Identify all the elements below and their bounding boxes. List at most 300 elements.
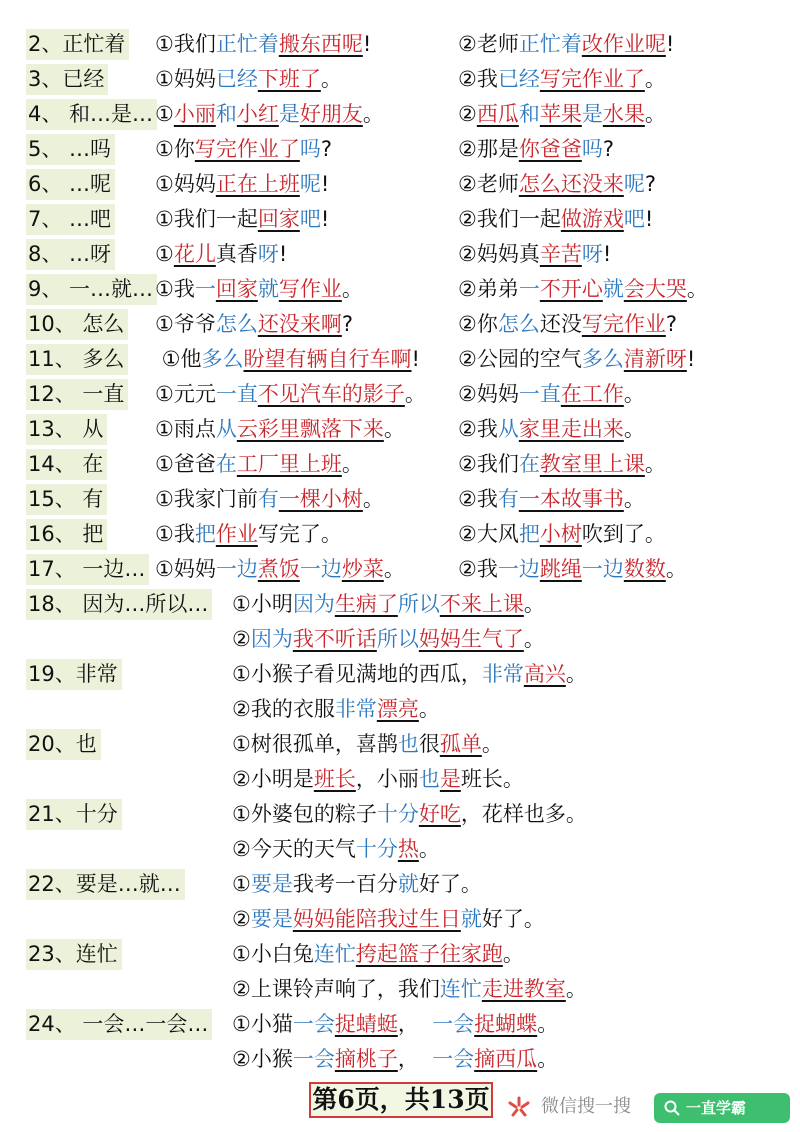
keyword: 也: [397, 732, 419, 756]
keyword: 和: [518, 102, 540, 126]
sentence-text: ②老师: [458, 32, 519, 56]
sentence-text: ②: [458, 102, 477, 126]
example-phrase: 炒菜: [341, 557, 384, 581]
sentence-text: !: [665, 32, 675, 56]
sentence-text: ①: [155, 242, 174, 266]
sentence-text: ，: [397, 1012, 433, 1036]
example-sentence-1: [232, 1009, 558, 1040]
keyword: 呢: [623, 172, 645, 196]
example-phrase: 家里走出来: [518, 417, 624, 441]
entry-row: [0, 307, 800, 342]
sentence-text: ②妈妈: [458, 382, 519, 406]
sentence-text: 。: [502, 942, 524, 966]
entry-row: [0, 272, 800, 307]
example-sentence-1: [155, 239, 287, 270]
example-sentence-2: [458, 134, 614, 165]
example-phrase: 小丽: [173, 102, 216, 126]
example-sentence-1: [155, 64, 342, 95]
example-phrase: 我不听话: [292, 627, 377, 651]
keyword: 一: [194, 277, 216, 301]
search-button-label: 一直学霸: [686, 1099, 747, 1117]
sentence-text: 。: [665, 557, 687, 581]
keyword: 就: [257, 277, 279, 301]
sentence-text: ①爷爷: [155, 312, 216, 336]
example-sentence-1: [155, 414, 405, 445]
keyword: 怎么: [497, 312, 540, 336]
sentence-text: 。: [341, 277, 363, 301]
keyword: 一边: [299, 557, 342, 581]
sentence-text: ①小猴子看见满地的西瓜，: [232, 662, 482, 686]
entry-row: [0, 377, 800, 412]
sentence-text: 。: [623, 487, 645, 511]
example-sentence-1: [232, 729, 503, 760]
example-phrase: 一棵小树: [278, 487, 363, 511]
entry-row: [0, 97, 800, 132]
keyword: 一直: [215, 382, 258, 406]
example-phrase: 班长: [313, 767, 356, 791]
example-sentence-1: [232, 799, 587, 830]
example-phrase: 清新呀: [623, 347, 687, 371]
keyword: 非常: [334, 697, 377, 721]
example-phrase: 摘西瓜: [474, 1047, 538, 1071]
sentence-text: !: [602, 242, 612, 266]
sentence-text: ?: [644, 172, 656, 196]
keyword: 因为: [292, 592, 335, 616]
sentence-text: ②公园的空气: [458, 347, 582, 371]
sentence-text: 。: [418, 837, 440, 861]
example-phrase: 摘桃子: [334, 1047, 398, 1071]
sentence-text: !: [411, 347, 420, 371]
sentence-text: ②那是: [458, 137, 519, 161]
keyword: 多么: [201, 347, 244, 371]
keyword: 吧: [299, 207, 321, 231]
example-sentence-2: [232, 624, 545, 655]
example-sentence-2: [232, 694, 440, 725]
entry-label: 8、 …呀: [26, 239, 115, 270]
entry-row: [0, 62, 800, 97]
sentence-text: ②上课铃声响了，我们: [232, 977, 440, 1001]
keyword: 因为: [250, 627, 293, 651]
keyword: 是: [581, 102, 603, 126]
sentence-text: ②: [232, 627, 251, 651]
keyword: 非常: [481, 662, 524, 686]
entry-row-continued: [0, 622, 800, 657]
sentence-text: ②我: [458, 487, 498, 511]
example-sentence-1: [155, 134, 332, 165]
entry-label: 18、 因为…所以…: [26, 589, 212, 620]
sentence-text: 。: [537, 1012, 559, 1036]
example-phrase: 做游戏: [560, 207, 624, 231]
sentence-text: 。: [320, 67, 342, 91]
keyword: 吗: [299, 137, 321, 161]
sentence-text: 。: [404, 382, 426, 406]
example-phrase: 写作业: [278, 277, 342, 301]
keyword: 在: [518, 452, 540, 476]
sentence-text: ②我: [458, 417, 498, 441]
example-phrase: 工厂里上班: [236, 452, 342, 476]
entry-row: [0, 867, 800, 902]
sentence-text: !: [320, 172, 330, 196]
sentence-text: ②: [232, 907, 251, 931]
sentence-text: ①小猫: [232, 1012, 293, 1036]
example-phrase: 教室里上课: [539, 452, 645, 476]
sentence-text: ①树很孤单，喜鹊: [232, 732, 398, 756]
sentence-text: ①雨点: [155, 417, 216, 441]
example-sentence-2: [458, 239, 611, 270]
keyword: 要是: [250, 872, 293, 896]
sentence-text: ①我: [155, 522, 195, 546]
keyword: 就: [460, 907, 482, 931]
keyword: 十分: [376, 802, 419, 826]
sentence-text: 。: [362, 102, 384, 126]
keyword: 在: [215, 452, 237, 476]
keyword: 一会: [292, 1012, 335, 1036]
sentence-text: 。: [537, 1047, 559, 1071]
keyword: 吧: [623, 207, 645, 231]
keyword: 连忙: [439, 977, 482, 1001]
example-phrase: 搬东西呢: [278, 32, 363, 56]
keyword: 一会: [432, 1047, 475, 1071]
entry-label: 16、 把: [26, 519, 107, 550]
keyword: 正忙着: [215, 32, 279, 56]
keyword: 所以: [376, 627, 419, 651]
example-phrase: 回家: [257, 207, 300, 231]
example-phrase: 数数: [623, 557, 666, 581]
keyword: 一边: [215, 557, 258, 581]
sentence-text: 。: [644, 67, 666, 91]
keyword: 呀: [257, 242, 279, 266]
sentence-text: ①外婆包的粽子: [232, 802, 377, 826]
sentence-text: !: [278, 242, 288, 266]
keyword: 一边: [497, 557, 540, 581]
example-phrase: 热: [397, 837, 419, 861]
sentence-text: 我考一百分: [292, 872, 398, 896]
sentence-text: 。: [523, 592, 545, 616]
entry-row: [0, 797, 800, 832]
sentence-text: !: [320, 207, 330, 231]
sentence-text: 。: [383, 417, 405, 441]
keyword: 从: [215, 417, 237, 441]
sentence-text: ②你: [458, 312, 498, 336]
example-phrase: 妈妈生气了: [418, 627, 524, 651]
keyword: 多么: [581, 347, 624, 371]
sentence-text: ①爸爸: [155, 452, 216, 476]
sentence-text: ②我: [458, 67, 498, 91]
sentence-text: ，花样也多。: [460, 802, 587, 826]
keyword: 一直: [518, 382, 561, 406]
sentence-text: 。: [623, 417, 645, 441]
sentence-text: ?: [341, 312, 353, 336]
sentence-text: ①妈妈: [155, 557, 216, 581]
example-sentence-2: [232, 764, 524, 795]
keyword: 正忙着: [518, 32, 582, 56]
example-sentence-2: [458, 29, 674, 60]
sentence-text: !: [686, 347, 696, 371]
example-sentence-1: [155, 204, 329, 235]
sentence-text: 很: [418, 732, 440, 756]
example-phrase: 你爸爸: [518, 137, 582, 161]
keyword: 吗: [581, 137, 603, 161]
entry-row-continued: [0, 1042, 800, 1077]
example-sentence-2: [232, 904, 545, 935]
example-phrase: 孤单: [439, 732, 482, 756]
entry-label: 22、要是…就…: [26, 869, 185, 900]
keyword: 已经: [215, 67, 258, 91]
example-phrase: 写完作业了: [539, 67, 645, 91]
sentence-text: ①: [155, 102, 174, 126]
entry-label: 21、十分: [26, 799, 122, 830]
sentence-text: 。: [565, 662, 587, 686]
example-phrase: 水果: [602, 102, 645, 126]
example-phrase: 苹果: [539, 102, 582, 126]
sentence-text: ②妈妈真: [458, 242, 540, 266]
entry-label: 23、连忙: [26, 939, 122, 970]
sentence-text: ，小丽: [355, 767, 419, 791]
entry-row: [0, 517, 800, 552]
example-phrase: 怎么还没来: [518, 172, 624, 196]
entry-label: 14、 在: [26, 449, 107, 480]
sentence-text: ②老师: [458, 172, 519, 196]
example-sentence-2: [458, 169, 656, 200]
entry-row: [0, 132, 800, 167]
sentence-text: ?: [602, 137, 614, 161]
entry-label: 24、 一会…一会…: [26, 1009, 212, 1040]
example-sentence-2: [458, 64, 666, 95]
sentence-text: 。: [523, 627, 545, 651]
sentence-text: ②我的衣服: [232, 697, 335, 721]
sentence-text: ①我们一起: [155, 207, 258, 231]
example-phrase: 走进教室: [481, 977, 566, 1001]
sentence-text: 。: [644, 102, 666, 126]
example-phrase: 云彩里飘落下来: [236, 417, 384, 441]
entry-row: [0, 657, 800, 692]
example-phrase: 捉蜻蜓: [334, 1012, 398, 1036]
sentence-text: 。: [623, 382, 645, 406]
sentence-text: 好了。: [481, 907, 545, 931]
example-phrase: 在工作: [560, 382, 624, 406]
entry-row-continued: [0, 692, 800, 727]
entry-label: 6、 …呢: [26, 169, 115, 200]
keyword: 十分: [355, 837, 398, 861]
entry-label: 2、正忙着: [26, 29, 129, 60]
sentence-text: !: [644, 207, 654, 231]
example-phrase: 会大哭: [623, 277, 687, 301]
example-sentence-2: [458, 379, 645, 410]
sentence-text: 写完了。: [257, 522, 342, 546]
example-sentence-1: [155, 274, 363, 305]
example-phrase: 回家: [215, 277, 258, 301]
entry-row: [0, 482, 800, 517]
example-sentence-1: [232, 589, 545, 620]
sentence-text: ①小白兔: [232, 942, 314, 966]
entry-row: [0, 447, 800, 482]
example-sentence-1: [155, 554, 405, 585]
example-sentence-2: [458, 204, 653, 235]
entry-row: [0, 412, 800, 447]
sentence-text: 。: [418, 697, 440, 721]
keyword: 连忙: [313, 942, 356, 966]
entry-label: 12、 一直: [26, 379, 128, 410]
example-phrase: 是: [439, 767, 461, 791]
sentence-text: 真香: [215, 242, 258, 266]
sentence-text: ①元元: [155, 382, 216, 406]
sentence-text: 。: [341, 452, 363, 476]
sentence-text: !: [362, 32, 372, 56]
sentence-text: ?: [665, 312, 677, 336]
example-phrase: 捉蝴蝶: [474, 1012, 538, 1036]
entry-label: 9、 一…就…: [26, 274, 157, 305]
example-phrase: 西瓜: [476, 102, 519, 126]
keyword: 一会: [292, 1047, 335, 1071]
entry-label: 3、已经: [26, 64, 108, 95]
entry-label: 7、 …吧: [26, 204, 115, 235]
sentence-text: ②小猴: [232, 1047, 293, 1071]
sentence-text: 。: [383, 557, 405, 581]
example-sentence-1: [155, 484, 384, 515]
example-sentence-1: [232, 869, 482, 900]
page-indicator: 第6页，共13页: [309, 1082, 493, 1118]
example-sentence-2: [232, 974, 587, 1005]
sentence-text: ①妈妈: [155, 67, 216, 91]
search-icon: [664, 1100, 680, 1116]
keyword: 把: [194, 522, 216, 546]
sentence-text: ①我们: [155, 32, 216, 56]
example-sentence-2: [458, 554, 687, 585]
sentence-text: ①我家门前: [155, 487, 258, 511]
entry-row-continued: [0, 972, 800, 1007]
keyword: 就: [602, 277, 624, 301]
sentence-text: ?: [320, 137, 332, 161]
sentence-text: ②今天的天气: [232, 837, 356, 861]
keyword: 有: [497, 487, 519, 511]
sentence-text: 吹到了。: [581, 522, 666, 546]
entry-row: [0, 167, 800, 202]
keyword: 呢: [299, 172, 321, 196]
example-phrase: 写完作业: [581, 312, 666, 336]
sentence-text: 好了。: [418, 872, 482, 896]
example-sentence-2: [458, 484, 645, 515]
entry-row: [0, 727, 800, 762]
entry-label: 5、 …吗: [26, 134, 115, 165]
example-sentence-2: [458, 414, 645, 445]
sentence-text: ①妈妈: [155, 172, 216, 196]
example-phrase: 不来上课: [439, 592, 524, 616]
entry-row: [0, 27, 800, 62]
example-sentence-1: [155, 309, 353, 340]
example-sentence-2: [458, 519, 666, 550]
example-sentence-1: [155, 99, 384, 130]
entry-row: [0, 202, 800, 237]
keyword: 有: [257, 487, 279, 511]
example-phrase: 生病了: [334, 592, 398, 616]
sentence-text: ②小明是: [232, 767, 314, 791]
example-phrase: 写完作业了: [194, 137, 300, 161]
example-phrase: 不开心: [539, 277, 603, 301]
example-phrase: 高兴: [523, 662, 566, 686]
example-phrase: 还没来啊: [257, 312, 342, 336]
sentence-text: ①: [232, 872, 251, 896]
example-phrase: 正在上班: [215, 172, 300, 196]
sentence-text: 。: [644, 452, 666, 476]
example-phrase: 辛苦: [539, 242, 582, 266]
example-phrase: 一本故事书: [518, 487, 624, 511]
sentence-text: 班长。: [460, 767, 524, 791]
keyword: 已经: [497, 67, 540, 91]
example-phrase: 跳绳: [539, 557, 582, 581]
sentence-text: 。: [362, 487, 384, 511]
example-phrase: 下班了: [257, 67, 321, 91]
example-phrase: 花儿: [173, 242, 216, 266]
example-sentence-2: [458, 309, 677, 340]
entry-label: 17、 一边…: [26, 554, 149, 585]
example-sentence-2: [232, 1044, 558, 1075]
keyword: 一: [518, 277, 540, 301]
example-sentence-2: [232, 834, 440, 865]
keyword: 从: [497, 417, 519, 441]
example-sentence-2: [458, 344, 695, 375]
sentence-text: ①你: [155, 137, 195, 161]
example-phrase: 好吃: [418, 802, 461, 826]
keyword: 一边: [581, 557, 624, 581]
entry-row: [0, 587, 800, 622]
example-sentence-2: [458, 449, 666, 480]
example-phrase: 盼望有辆自行车啊: [243, 347, 412, 371]
sentence-text: 。: [565, 977, 587, 1001]
example-phrase: 漂亮: [376, 697, 419, 721]
example-sentence-1: [232, 939, 524, 970]
example-phrase: 好朋友: [299, 102, 363, 126]
entry-row-continued: [0, 902, 800, 937]
keyword: 呀: [581, 242, 603, 266]
entry-label: 19、非常: [26, 659, 122, 690]
keyword: 怎么: [215, 312, 258, 336]
example-phrase: 小树: [539, 522, 582, 546]
entry-row: [0, 1007, 800, 1042]
example-phrase: 作业: [215, 522, 258, 546]
example-sentence-2: [458, 99, 666, 130]
entry-label: 20、也: [26, 729, 101, 760]
entry-row: [0, 237, 800, 272]
sentence-text: ②我: [458, 557, 498, 581]
keyword: 一会: [432, 1012, 475, 1036]
keyword: 是: [278, 102, 300, 126]
sentence-text: 还没: [539, 312, 582, 336]
entry-row: [0, 342, 800, 377]
entry-label: 4、 和…是…: [26, 99, 157, 130]
sentence-text: 。: [686, 277, 708, 301]
sentence-text: ①我: [155, 277, 195, 301]
keyword: 所以: [397, 592, 440, 616]
sentence-text: ①小明: [232, 592, 293, 616]
example-sentence-1: [155, 379, 426, 410]
entry-row: [0, 937, 800, 972]
example-phrase: 妈妈能陪我过生日: [292, 907, 461, 931]
entry-label: 11、 多么: [26, 344, 128, 375]
example-phrase: 挎起篮子往家跑: [355, 942, 503, 966]
keyword: 也: [418, 767, 440, 791]
example-sentence-1: [232, 659, 587, 690]
keyword: 要是: [250, 907, 293, 931]
example-sentence-2: [458, 274, 708, 305]
example-sentence-1: [155, 519, 342, 550]
sentence-text: ②大风: [458, 522, 519, 546]
example-sentence-1: [155, 449, 363, 480]
keyword: 和: [215, 102, 237, 126]
example-phrase: 煮饭: [257, 557, 300, 581]
sentence-text: 。: [481, 732, 503, 756]
sentence-text: ②我们一起: [458, 207, 561, 231]
example-phrase: 不见汽车的影子: [257, 382, 405, 406]
